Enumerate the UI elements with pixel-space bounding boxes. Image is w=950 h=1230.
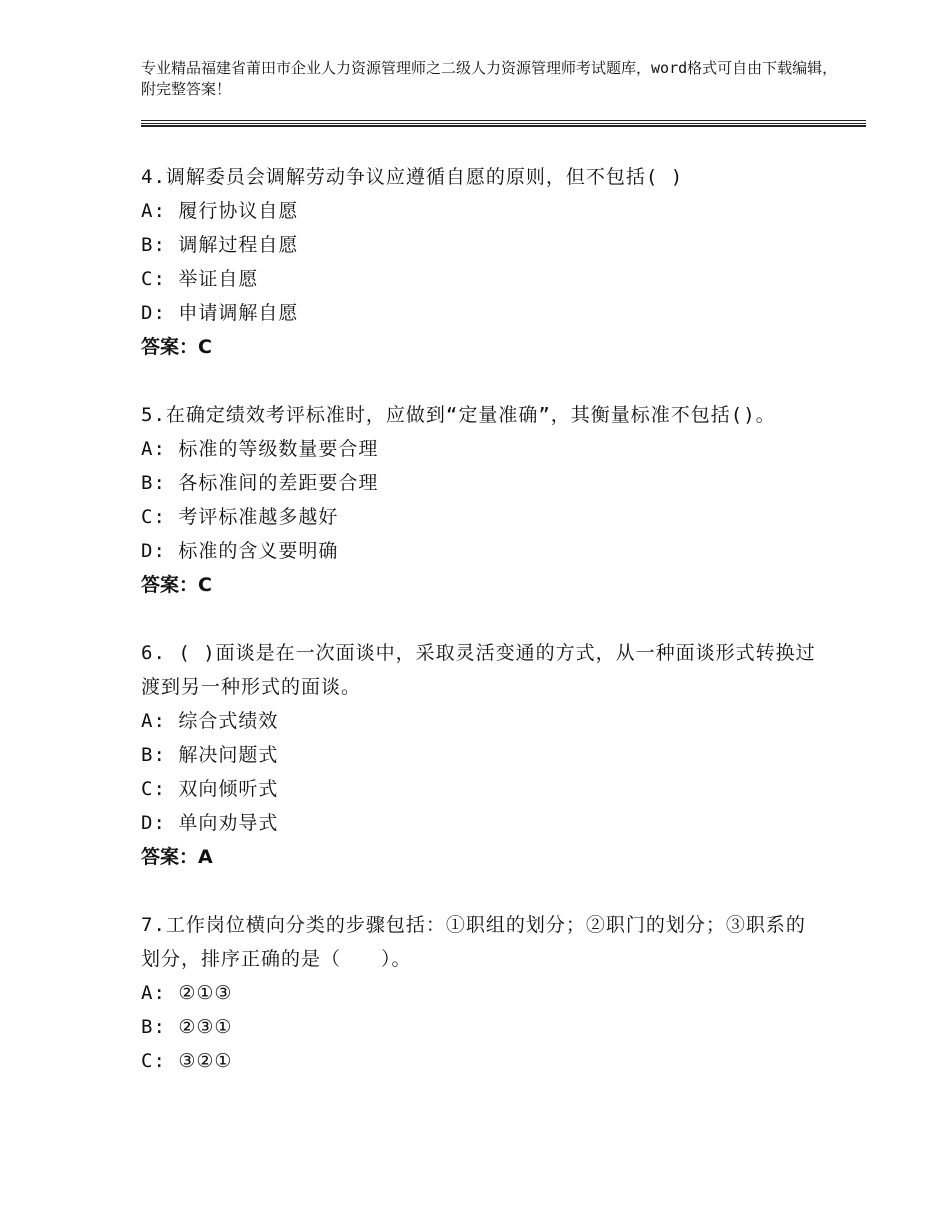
document-header	[141, 58, 841, 100]
question-stem: 6. ( )面谈是在一次面谈中，采取灵活变通的方式，从一种面谈形式转换过渡到另一种形式的面谈。	[141, 642, 816, 698]
question-5	[141, 398, 821, 602]
option-c: C: 举证自愿	[141, 268, 259, 290]
answer-label: 答案：C	[141, 574, 212, 596]
option-d: D: 单向劝导式	[141, 812, 279, 834]
question-stem: 4.调解委员会调解劳动争议应遵循自愿的原则，但不包括( )	[141, 166, 684, 188]
question-4	[141, 160, 821, 364]
question-stem: 7.工作岗位横向分类的步骤包括：①职组的划分；②职门的划分；③职系的划分，排序正确的是（ ）。	[141, 914, 806, 970]
option-a: A: ②①③	[141, 982, 233, 1004]
option-b: B: 解决问题式	[141, 744, 279, 766]
header-rule-middle	[141, 123, 866, 124]
header-rule-top	[141, 120, 866, 121]
answer-label: 答案：C	[141, 336, 212, 358]
option-b: B: ②③①	[141, 1016, 233, 1038]
header-title: 专业精品福建省莆田市企业人力资源管理师之二级人力资源管理师考试题库，word格式可自由下载编辑，附完整答案！	[141, 59, 838, 98]
answer-label: 答案：A	[141, 846, 213, 868]
question-stem: 5.在确定绩效考评标准时，应做到“定量准确”，其衡量标准不包括()。	[141, 404, 776, 426]
option-a: A: 标准的等级数量要合理	[141, 438, 379, 460]
option-c: C: 考评标准越多越好	[141, 506, 339, 528]
option-a: A: 综合式绩效	[141, 710, 279, 732]
question-list	[141, 160, 821, 1112]
header-rule-bottom	[141, 125, 866, 127]
option-b: B: 各标准间的差距要合理	[141, 472, 379, 494]
option-d: D: 标准的含义要明确	[141, 540, 339, 562]
option-b: B: 调解过程自愿	[141, 234, 299, 256]
question-7	[141, 908, 821, 1078]
option-d: D: 申请调解自愿	[141, 302, 299, 324]
question-6	[141, 636, 821, 874]
option-c: C: 双向倾听式	[141, 778, 279, 800]
option-c: C: ③②①	[141, 1050, 233, 1072]
option-a: A: 履行协议自愿	[141, 200, 299, 222]
